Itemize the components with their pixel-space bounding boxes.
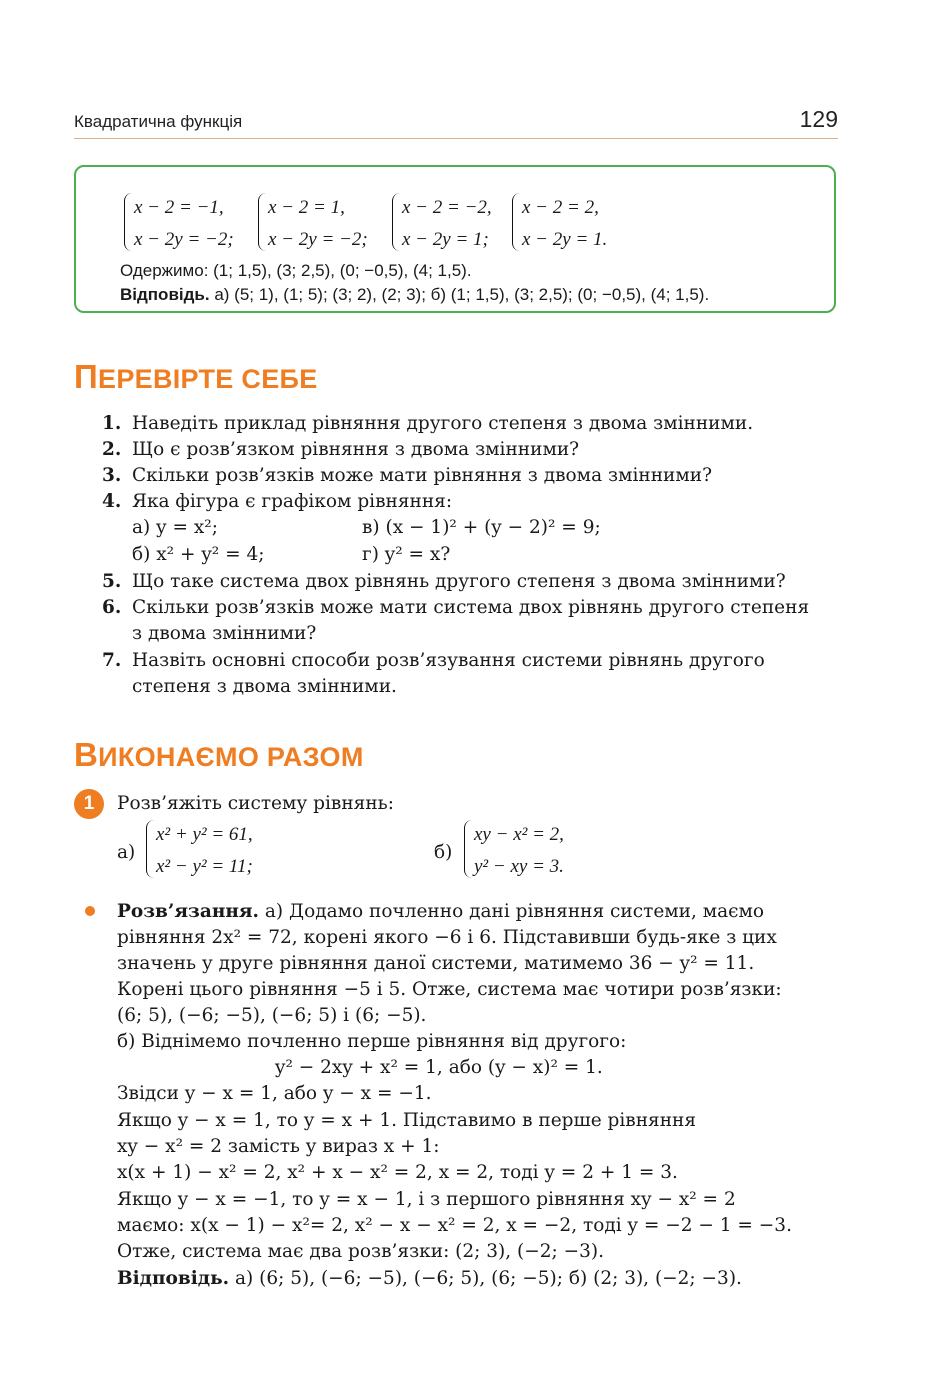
solution-line: xy − x² = 2 замість y вираз x + 1: [117, 1136, 440, 1157]
system-brace [124, 193, 133, 251]
question-number: 6. [102, 597, 122, 618]
question-number: 2. [102, 439, 122, 460]
answer-text: а) (6; 5), (−6; −5), (−6; 5), (6; −5); б) (2; 3), (−2; −3). [229, 1268, 742, 1289]
solution-bullet [85, 906, 95, 916]
task-statement: Розв’яжіть систему рівнянь: [117, 793, 394, 814]
solution-line: Корені цього рівняння −5 і 5. Отже, система має чотири розв’язки: [117, 979, 782, 1000]
question-text: Скільки розв’язків може мати рівняння з двома змінними? [132, 465, 713, 486]
section-title-together [74, 736, 364, 774]
sub-item-b: б) x² + y² = 4; [132, 544, 265, 565]
part-a-label: а) [117, 842, 136, 863]
question-number: 5. [102, 571, 122, 592]
question-number: 1. [102, 413, 122, 434]
solution-line: Отже, система має два розв’язки: (2; 3), (−2; −3). [117, 1241, 604, 1262]
system-eq: x − 2 = −2, [402, 197, 492, 218]
title-rest: ЕРЕВІРТЕ СЕБЕ [98, 364, 318, 394]
solution-line: маємо: x(x − 1) − x²= 2, x² − x − x² = 2, x = −2, тоді y = −2 − 1 = −3. [117, 1215, 792, 1236]
system-eq: x − 2 = 1, [268, 197, 345, 218]
page-number: 129 [799, 106, 838, 132]
answer-label: Відповідь. [117, 1268, 230, 1289]
sub-item-g: г) y² = x? [362, 544, 451, 565]
question-6-continuation: з двома змінними? [132, 623, 317, 644]
system-brace [146, 820, 155, 878]
system-brace [258, 193, 267, 251]
question-text: Що є розв’язком рівняння з двома змінними? [132, 439, 580, 460]
solution-line: значень у друге рівняння даної системи, матимемо 36 − y² = 11. [117, 953, 755, 974]
example-continuation-box [74, 165, 836, 313]
question-number: 4. [102, 491, 122, 512]
system-eq: y² − xy = 3. [474, 856, 564, 877]
system-eq: x − 2y = −2; [268, 229, 368, 250]
obtained-line: Одержимо: (1; 1,5), (3; 2,5), (0; −0,5), (4; 1,5). [120, 261, 472, 280]
system-eq: x² + y² = 61, [156, 824, 253, 845]
system-eq: x − 2y = 1. [522, 229, 608, 250]
question-text: Наведіть приклад рівняння другого степеня з двома змінними. [132, 413, 754, 434]
title-capital: В [74, 736, 99, 773]
solution-line: (6; 5), (−6; −5), (−6; 5) і (6; −5). [117, 1005, 427, 1026]
system-brace [512, 193, 521, 251]
final-answer-line [117, 1268, 742, 1289]
solution-line: Звідси y − x = 1, або y − x = −1. [117, 1083, 432, 1104]
solution-line: Якщо y − x = −1, то y = x − 1, і з першого рівняння xy − x² = 2 [117, 1189, 736, 1210]
title-rest: ИКОНАЄМО РАЗОМ [98, 742, 364, 772]
solution-line: б) Віднімемо почленно перше рівняння від другого: [117, 1031, 627, 1052]
system-eq: x² − y² = 11; [156, 856, 253, 877]
solution-line: y² − 2xy + x² = 1, або (y − x)² = 1. [275, 1057, 603, 1078]
solution-line: рівняння 2x² = 72, корені якого −6 і 6. Підставивши будь-яке з цих [117, 927, 777, 948]
question-text: Скільки розв’язків може мати система двох рівнянь другого степеня [132, 597, 810, 618]
question-text: Назвіть основні способи розв’язування системи рівнянь другого [132, 650, 765, 671]
question-number: 3. [102, 465, 122, 486]
system-eq: x − 2y = −2; [134, 229, 234, 250]
system-brace [392, 193, 401, 251]
section-title-check [74, 358, 318, 396]
system-eq: x − 2 = −1, [134, 197, 224, 218]
question-number: 7. [102, 650, 122, 671]
answer-text: а) (5; 1), (1; 5); (3; 2), (2; 3); б) (1; 1,5), (3; 2,5); (0; −0,5), (4; 1,5). [209, 285, 710, 304]
question-7-continuation: степеня з двома змінними. [132, 676, 397, 697]
solution-line: x(x + 1) − x² = 2, x² + x − x² = 2, x = 2, тоді y = 2 + 1 = 3. [117, 1162, 678, 1183]
page-header [74, 100, 838, 139]
system-eq: xy − x² = 2, [474, 824, 564, 845]
title-capital: П [74, 358, 99, 395]
system-eq: x − 2 = 2, [522, 197, 599, 218]
system-brace [464, 820, 473, 878]
answer-line [120, 285, 709, 305]
question-text: Що таке система двох рівнянь другого степеня з двома змінними? [132, 571, 786, 592]
solution-text: а) Додамо почленно дані рівняння системи, маємо [259, 901, 765, 922]
part-b-label: б) [434, 842, 453, 863]
running-title: Квадратична функція [74, 112, 243, 131]
answer-label: Відповідь. [120, 285, 210, 304]
sub-item-v: в) (x − 1)² + (y − 2)² = 9; [362, 517, 601, 538]
question-text: Яка фігура є графіком рівняння: [132, 491, 453, 512]
sub-item-a: а) y = x²; [132, 517, 218, 538]
task-number-badge: 1 [74, 789, 104, 819]
solution-label: Розв’язання. [117, 901, 260, 922]
solution-line: Якщо y − x = 1, то y = x + 1. Підставимо в перше рівняння [117, 1110, 697, 1131]
solution-line [117, 901, 764, 922]
system-eq: x − 2y = 1; [402, 229, 489, 250]
